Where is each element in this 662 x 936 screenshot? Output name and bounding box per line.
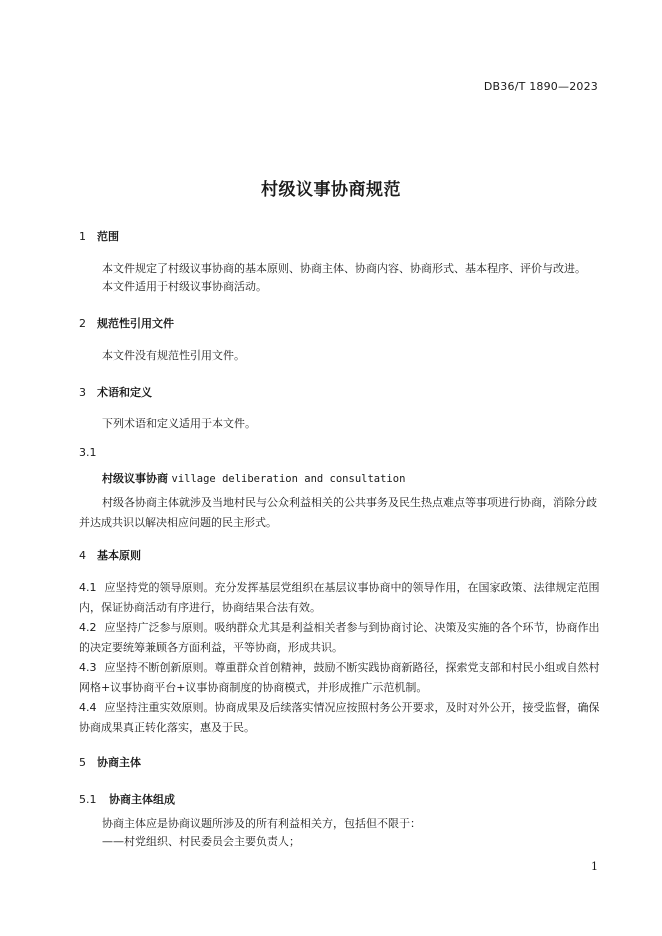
item-number: 4.2 (79, 621, 97, 634)
section-title: 规范性引用文件 (97, 317, 174, 330)
item-text: 应坚持不断创新原则。尊重群众首创精神，鼓励不断实践协商新路径，探索党支部和村民小组或自然村网格+议事协商平台+议事协商制度的协商模式，并形成推广示范机制。 (79, 661, 600, 694)
item-number: 4.3 (79, 661, 97, 674)
section-title: 范围 (97, 230, 119, 243)
paragraph: 本文件没有规范性引用文件。 (102, 349, 245, 362)
section-title: 协商主体 (97, 756, 141, 769)
section-1-heading (79, 228, 119, 244)
section-2-heading (79, 315, 174, 331)
term-definition: 村级各协商主体就涉及当地村民与公众利益相关的公共事务及民生热点难点等事项进行协商，消除分歧并达成共识以解决相应问题的民主形式。 (79, 496, 597, 529)
term-number: 3.1 (79, 446, 97, 459)
term-entry (102, 470, 405, 486)
item-text: 应坚持党的领导原则。充分发挥基层党组织在基层议事协商中的领导作用，在国家政策、法律规定范围内，保证协商活动有序进行，协商结果合法有效。 (79, 581, 600, 614)
section-title: 基本原则 (97, 549, 141, 562)
section-title: 术语和定义 (97, 386, 152, 399)
principle-item (79, 658, 603, 698)
term-english: village deliberation and consultation (171, 473, 406, 485)
page-title: 村级议事协商规范 (261, 180, 401, 200)
principle-item (79, 578, 603, 618)
section-number: 5 (79, 756, 86, 769)
paragraph: 本文件适用于村级议事协商活动。 (102, 280, 267, 293)
section-4-heading (79, 547, 141, 563)
item-number: 4.4 (79, 701, 97, 714)
section-number: 2 (79, 317, 86, 330)
section-number: 4 (79, 549, 86, 562)
section-5-heading (79, 754, 141, 770)
subsection-number: 5.1 (79, 793, 97, 806)
section-3-heading (79, 384, 152, 400)
paragraph: 下列术语和定义适用于本文件。 (102, 417, 256, 430)
paragraph: 协商主体应是协商议题所涉及的所有利益相关方，包括但不限于： (102, 817, 421, 830)
item-number: 4.1 (79, 581, 97, 594)
standard-number: DB36/T 1890—2023 (483, 80, 598, 93)
term-chinese: 村级议事协商 (102, 472, 168, 485)
section-number: 3 (79, 386, 86, 399)
subsection-5-1-heading (79, 791, 175, 807)
section-number: 1 (79, 230, 86, 243)
principle-item (79, 698, 603, 738)
page-number: 1 (591, 860, 598, 873)
principle-item (79, 618, 603, 658)
list-item: ——村党组织、村民委员会主要负责人； (102, 835, 300, 848)
paragraph: 本文件规定了村级议事协商的基本原则、协商主体、协商内容、协商形式、基本程序、评价与改进。 (102, 262, 586, 275)
item-text: 应坚持注重实效原则。协商成果及后续落实情况应按照村务公开要求，及时对外公开，接受监督，确保协商成果真正转化落实，惠及于民。 (79, 701, 600, 734)
item-text: 应坚持广泛参与原则。吸纳群众尤其是利益相关者参与到协商讨论、决策及实施的各个环节，协商作出的决定要统筹兼顾各方面利益，平等协商，形成共识。 (79, 621, 600, 654)
subsection-title: 协商主体组成 (109, 793, 175, 806)
